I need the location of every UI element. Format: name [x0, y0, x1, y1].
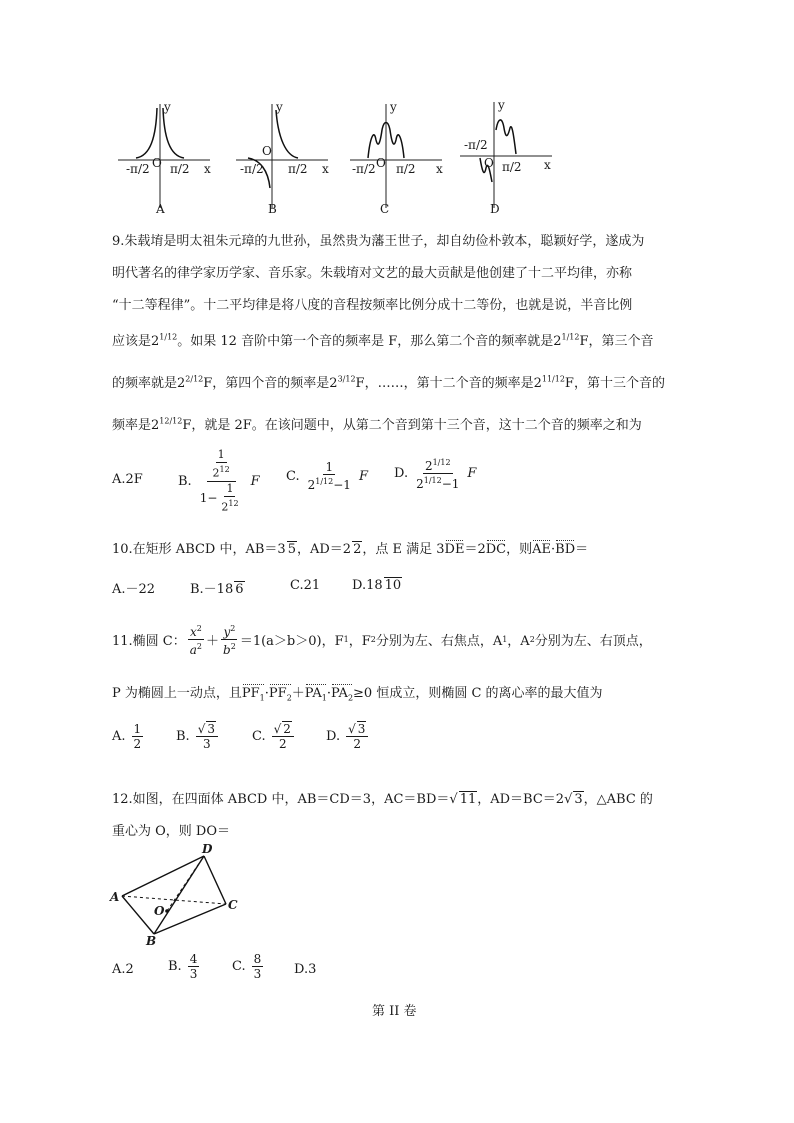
tetrahedron-figure [110, 842, 250, 950]
graph-a-label: A [156, 202, 165, 216]
graph-d-y: y [498, 98, 505, 112]
q9-line6b: F，就是 2F。在该问题中，从第二个音到第十三个音，这十二个音的频率之和为 [182, 418, 642, 433]
q10-option-a[interactable]: A.－22 [112, 582, 156, 597]
graph-a-x: x [204, 162, 211, 176]
fig-label-a: A [110, 890, 120, 904]
q9-line5c: F，……，第十二个音的频率是 [355, 376, 534, 391]
graph-a-origin: O [152, 156, 162, 170]
q12-option-b[interactable]: B. $\frac{4}{3}$ [168, 952, 198, 981]
graph-b-origin: O [262, 144, 272, 158]
q9-option-d[interactable]: D. $\frac{2^{1/12}}{2^{1/12}-1}$ F [394, 458, 477, 491]
graph-c-origin: O [376, 156, 386, 170]
q9-line4a: 应该是 [112, 334, 152, 349]
graph-d-x: x [544, 158, 551, 172]
q9-line4: 应该是$2^{1/12}$。如果 12 音阶中第一个音的频率是 F，那么第二个音的频率就是$2^{1/12}F$，第三个音 [112, 332, 654, 349]
graph-d [456, 98, 556, 218]
q9-line4b: 。如果 12 音阶中第一个音的频率是 F，那么第二个音的频率就是 [177, 334, 554, 349]
q9-option-c[interactable]: C. $\frac{1}{2^{1/12}-1}$ F [286, 460, 368, 492]
graph-c-pos: π/2 [396, 162, 416, 176]
q9-line3: “十二等程律”。十二平均律是将八度的音程按频率比例分成十二等份，也就是说，半音比例 [112, 298, 633, 313]
fig-label-d: D [202, 842, 213, 856]
graph-b-pos: π/2 [288, 162, 308, 176]
graph-b-label: B [268, 202, 277, 216]
graph-c [346, 98, 446, 218]
q9-line6a: 频率是 [112, 418, 152, 433]
fig-label-c: C [228, 898, 238, 912]
q9-option-a[interactable]: A.2F [112, 472, 143, 487]
q12-line2: 重心为 O，则 DO＝ [112, 824, 231, 839]
q9-option-b[interactable]: B. $\frac{1}{2^{12}}$ 1− $\frac{1}{2^{12}}$ F [178, 448, 260, 514]
graph-d-neg: -π/2 [464, 138, 488, 152]
graph-a-y: y [164, 100, 171, 114]
q12-option-c[interactable]: C. $\frac{8}{3}$ [232, 952, 262, 981]
q9-line4c: F，第三个音 [579, 334, 654, 349]
q9-line6: 频率是$2^{12/12}F$，就是 2F。在该问题中，从第二个音到第十三个音，这十二个音的频率之和为 [112, 416, 642, 433]
q11-option-b[interactable]: B. $\frac{√ 3}{3}$ [176, 722, 220, 751]
q10-stem: 10.在矩形 ABCD 中，AB＝3 5，AD＝2 2，点 E 满足 3DE＝2DC，则AE·BD＝ [112, 542, 589, 557]
graph-c-label: C [380, 202, 390, 216]
q11-line2: P 为椭圆上一动点，且$PF_1\cdot PF_2+PA_1\cdot PA_2\ge 0$ 恒成立，则椭圆 C 的离心率的最大值为 [112, 686, 603, 703]
section-heading: 第 II 卷 [372, 1004, 417, 1019]
fig-label-o: O [154, 904, 165, 918]
q9-line5a: 的频率就是 [112, 376, 178, 391]
q12-option-d[interactable]: D.3 [294, 962, 317, 977]
q12-option-a[interactable]: A.2 [112, 962, 134, 977]
q11-stem: 11.椭圆 C： $\frac{x^2}{a^2}$ ＋ $\frac{y^2}{b^2}$ ＝1(a＞b＞0)，F 1 ，F 2 分别为左、右焦点，A 1 ，A 2 分别为左、右顶点， [112, 624, 652, 657]
q9-line5b: F，第四个音的频率是 [203, 376, 330, 391]
graph-b [232, 98, 332, 218]
q9-line2: 明代著名的律学家历学家、音乐家。朱载堉对文艺的最大贡献是他创建了十二平均律，亦称 [112, 266, 633, 281]
graph-b-x: x [322, 162, 329, 176]
q10-option-d[interactable]: D.18 10 [352, 578, 402, 593]
graph-d-origin: O [484, 156, 494, 170]
graph-c-y: y [390, 100, 397, 114]
q11-option-d[interactable]: D. $\frac{√ 3}{2}$ [326, 722, 370, 751]
q9-line1: 9.朱载堉是明太祖朱元璋的九世孙，虽然贵为藩王世子，却自幼俭朴敦本，聪颖好学，遂成为 [112, 234, 645, 249]
q9-line5: 的频率就是$2^{2/12}F$，第四个音的频率是$2^{3/12}F$，……，第十二个音的频率是$2^{11/12}F$，第十三个音的 [112, 374, 665, 391]
q10-option-b[interactable]: B.－18 6 [190, 582, 244, 597]
graph-a [114, 98, 214, 218]
graph-b-y: y [276, 100, 283, 114]
fig-label-b: B [146, 934, 157, 948]
graph-a-pos: π/2 [170, 162, 190, 176]
graph-c-x: x [436, 162, 443, 176]
graph-a-neg: -π/2 [126, 162, 150, 176]
graph-d-label: D [490, 202, 500, 216]
q11-option-a[interactable]: A. $\frac{1}{2}$ [112, 722, 142, 751]
graph-c-neg: -π/2 [352, 162, 376, 176]
q12-line1: 12.如图，在四面体 ABCD 中，AB＝CD＝3，AC＝BD＝√ 11，AD＝BC＝2√ 3，△ABC 的 [112, 792, 653, 807]
graph-d-pos: π/2 [502, 160, 522, 174]
q10-option-c[interactable]: C.21 [290, 578, 321, 593]
q9-line5d: F，第十三个音的 [564, 376, 665, 391]
q11-option-c[interactable]: C. $\frac{√ 2}{2}$ [252, 722, 296, 751]
graph-b-neg: -π/2 [240, 162, 264, 176]
